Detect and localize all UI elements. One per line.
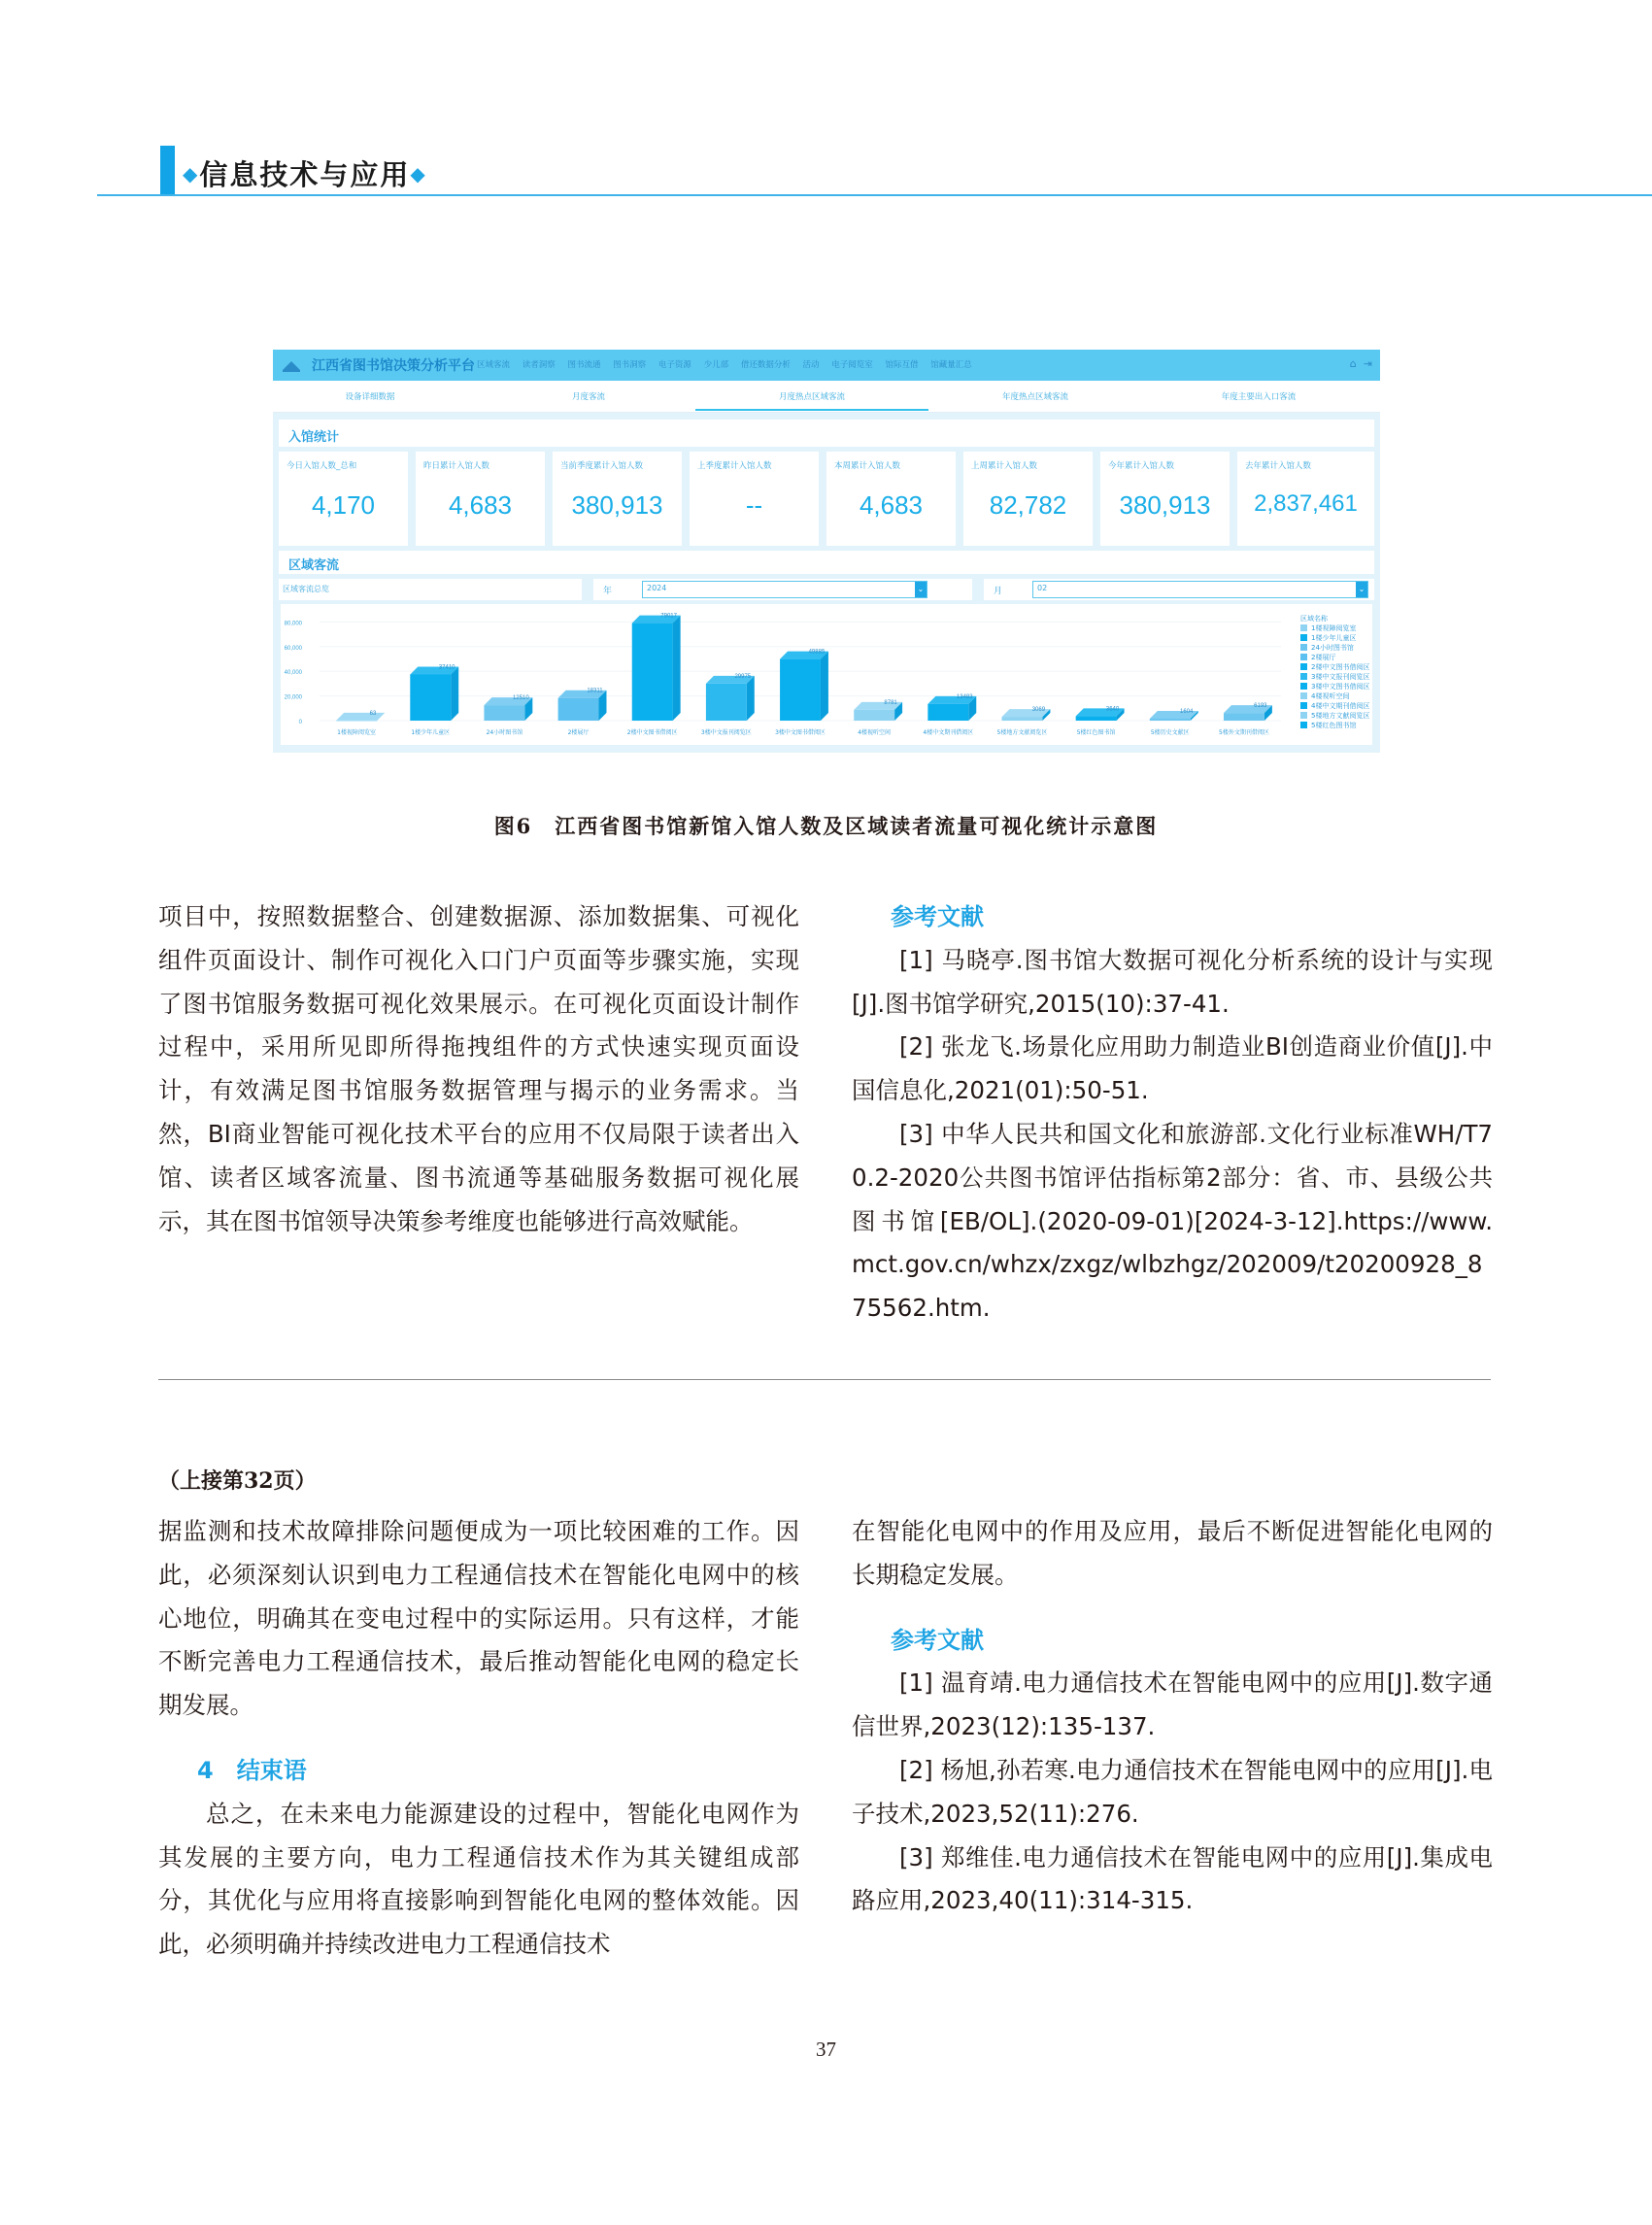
- stat-card: [279, 452, 408, 546]
- body-paragraph: 项目中，按照数据整合、创建数据源、添加数据集、可视化组件页面设计、制作可视化入口门户页面等步骤实施，实现了图书馆服务数据可视化效果展示。在可视化页面设计制作过程中，采用所见即所得拖拽组件的方式快速实现页面设计，有效满足图书馆服务数据管理与揭示的业务需求。当然，BI商业智能可视化技术平台的应用不仅局限于读者出入馆、读者区域客流量、图书流通等基础服务数据可视化展示，其在图书馆领导决策参考维度也能够进行高效赋能。: [158, 902, 799, 1235]
- legend-item[interactable]: [1300, 721, 1369, 730]
- spacer: [852, 1598, 1493, 1619]
- stat-label: 去年累计入馆人数: [1245, 461, 1312, 471]
- x-tick-label: 5楼红色图书馆: [1076, 729, 1116, 736]
- year-label: 年: [603, 587, 613, 596]
- stat-value: 4,683: [448, 490, 513, 520]
- legend-item[interactable]: [1300, 662, 1369, 672]
- month-filter-panel: [984, 579, 1374, 600]
- legend-swatch: [1300, 663, 1307, 670]
- reference-item: [3] 郑维佳.电力通信技术在智能电网中的应用[J].集成电路应用,2023,40(11):314-315.: [852, 1842, 1493, 1915]
- nav-item[interactable]: 电子资源: [657, 360, 691, 370]
- data-label: 37410: [438, 664, 455, 671]
- nav-item[interactable]: 馆际互借: [885, 360, 919, 370]
- data-label: 18311: [587, 688, 603, 694]
- bar-side: [673, 616, 681, 721]
- reference-item: [3] 中华人民共和国文化和旅游部.文化行业标准WH/T70.2-2020公共图书馆评估指标第2部分：省、市、县级公共图书馆[EB/OL].(2020-09-01)[2024-3-12].https://www.mct.gov.cn/whzx/zxgz/wlbzhgz/202009/t20200928_875562.htm.: [852, 1119, 1493, 1323]
- stat-label: 今日入馆人数_总和: [287, 461, 357, 471]
- x-tick-label: 1楼视障阅览室: [337, 729, 376, 736]
- x-tick-label: 5楼历史文献区: [1150, 729, 1190, 736]
- header-accent-bar: [160, 146, 175, 194]
- left-column-bottom: [158, 1510, 799, 1967]
- stat-card: [416, 452, 545, 546]
- right-column-bottom: [852, 1510, 1493, 1923]
- spacer: [158, 1728, 799, 1749]
- x-tick-label: 1楼少年儿童区: [411, 729, 451, 736]
- data-label: 79017: [660, 613, 677, 620]
- legend-swatch: [1300, 702, 1307, 709]
- legend-label: 24小时图书馆: [1311, 644, 1354, 652]
- legend-item[interactable]: [1300, 682, 1369, 691]
- stat-value: --: [745, 490, 763, 520]
- body-paragraph: 据监测和技术故障排除问题便成为一项比较困难的工作。因此，必须深刻认识到电力工程通信技术在智能化电网中的核心地位，明确其在变电过程中的实际运用。只有这样，才能不断完善电力工程通信技术，最后推动智能化电网的稳定长期发展。: [158, 1517, 799, 1720]
- legend-item[interactable]: [1300, 672, 1369, 682]
- data-label: 63: [369, 710, 377, 717]
- bar-side: [821, 652, 828, 721]
- y-tick-label: 0: [298, 720, 302, 725]
- bar: [1002, 717, 1043, 721]
- nav-item[interactable]: 区域客流: [477, 360, 511, 370]
- legend-item[interactable]: [1300, 624, 1369, 633]
- filter-title: 区域客流总览: [283, 585, 329, 593]
- logout-icon[interactable]: ⇥: [1363, 357, 1372, 370]
- y-tick-label: 60,000: [284, 645, 302, 652]
- stat-card: [553, 452, 682, 546]
- stat-card: [1237, 452, 1374, 546]
- tab-yearly-hot-area[interactable]: 年度热点区域客流: [1001, 392, 1068, 402]
- section-title-text: 信息技术与应用: [199, 158, 411, 191]
- diamond-icon: ◆: [410, 162, 427, 185]
- entry-stats-header: [279, 420, 1374, 447]
- legend-item[interactable]: [1300, 633, 1369, 643]
- library-logo-icon: [281, 358, 302, 372]
- legend-label: 4楼视听空间: [1311, 692, 1350, 700]
- legend-swatch: [1300, 692, 1307, 699]
- bar: [336, 721, 377, 722]
- references-heading: 参考文献: [891, 1626, 984, 1654]
- entry-stats-title: 入馆统计: [288, 430, 340, 445]
- stat-value: 4,170: [311, 490, 376, 520]
- stat-label: 上周累计入馆人数: [971, 461, 1038, 471]
- main-nav: [477, 358, 982, 370]
- data-label: 8781: [884, 699, 897, 706]
- reference-item: [1] 马晓亭.图书馆大数据可视化分析系统的设计与实现[J].图书馆学研究,2015(10):37-41.: [852, 945, 1493, 1018]
- legend-swatch: [1300, 644, 1307, 651]
- nav-item[interactable]: 活动: [802, 360, 820, 370]
- section-title: [183, 153, 427, 193]
- data-label: 6193: [1254, 703, 1267, 710]
- sub-tabs: [273, 381, 1380, 413]
- reference-item: [2] 杨旭,孙若寒.电力通信技术在智能电网中的应用[J].电子技术,2023,52(11):276.: [852, 1755, 1493, 1828]
- bar: [1076, 716, 1117, 721]
- nav-item[interactable]: 借还数据分析: [740, 360, 791, 370]
- year-select-value: 2024: [647, 584, 667, 592]
- chevron-down-icon[interactable]: ⌄: [915, 582, 927, 597]
- x-tick-label: 24小时图书馆: [486, 729, 523, 736]
- stat-value: 82,782: [989, 490, 1067, 520]
- legend-label: 4楼中文期刊借阅区: [1311, 702, 1370, 710]
- y-tick-label: 40,000: [284, 670, 302, 677]
- stat-label: 今年累计入馆人数: [1108, 461, 1175, 471]
- legend-label: 1楼少年儿童区: [1311, 634, 1357, 642]
- app-topbar: [273, 350, 1380, 381]
- year-select[interactable]: [642, 581, 927, 598]
- figure-caption: 图6 江西省图书馆新馆入馆人数及区域读者流量可视化统计示意图: [493, 814, 1159, 838]
- stat-value: 380,913: [571, 490, 663, 520]
- data-label: 1604: [1180, 708, 1194, 715]
- legend-label: 3楼中文报刊阅览区: [1311, 673, 1370, 681]
- legend-item[interactable]: [1300, 691, 1369, 701]
- stat-card: [690, 452, 819, 546]
- legend-swatch: [1300, 624, 1307, 631]
- right-column-top: [852, 895, 1493, 1331]
- stat-card: [826, 452, 956, 546]
- section-divider: [158, 1379, 1491, 1380]
- month-select-value: 02: [1037, 584, 1048, 592]
- legend-swatch: [1300, 683, 1307, 690]
- x-tick-label: 4楼中文期刊借阅区: [923, 729, 974, 736]
- bar: [484, 705, 524, 721]
- stat-label: 上季度累计入馆人数: [697, 461, 772, 471]
- stat-value: 380,913: [1119, 490, 1211, 520]
- x-tick-label: 5楼外文期刊借阅区: [1219, 729, 1269, 736]
- home-icon[interactable]: ⌂: [1349, 357, 1357, 370]
- x-tick-label: 2楼展厅: [567, 729, 590, 736]
- filter-title-panel: [279, 579, 582, 600]
- app-title: 江西省图书馆决策分析平台: [312, 358, 475, 374]
- bar-side: [747, 676, 755, 721]
- stat-label: 昨日累计入馆人数: [423, 461, 490, 471]
- y-tick-label: 80,000: [284, 621, 302, 627]
- running-header: [0, 0, 1652, 199]
- tab-yearly-entrance[interactable]: 年度主要出入口客流: [1221, 392, 1297, 402]
- legend-label: 2楼中文图书借阅区: [1311, 663, 1370, 671]
- region-flow-title: 区域客流: [288, 558, 340, 573]
- data-label: 29975: [734, 673, 752, 680]
- bar-side: [451, 666, 458, 721]
- bar: [1150, 719, 1191, 721]
- nav-item[interactable]: 电子阅览室: [831, 360, 873, 370]
- dashboard-figure: [273, 350, 1380, 753]
- nav-item[interactable]: 馆藏量汇总: [930, 360, 972, 370]
- diamond-icon: ◆: [183, 162, 200, 185]
- nav-item[interactable]: 图书流通: [567, 360, 601, 370]
- legend-item[interactable]: [1300, 643, 1369, 653]
- legend-swatch: [1300, 722, 1307, 728]
- bar: [410, 674, 451, 721]
- stat-label: 当前季度累计入馆人数: [560, 461, 644, 471]
- references-heading: 参考文献: [891, 903, 984, 930]
- left-column-top: [158, 895, 799, 1243]
- data-label: 3640: [1105, 706, 1120, 713]
- x-tick-label: 3楼中文报刊阅览区: [700, 729, 752, 736]
- legend-swatch: [1300, 634, 1307, 641]
- nav-item[interactable]: 少儿部: [703, 360, 729, 370]
- stat-label: 本周累计入馆人数: [834, 461, 901, 471]
- legend-item[interactable]: [1300, 711, 1369, 721]
- legend-swatch: [1300, 654, 1307, 660]
- bar: [632, 624, 673, 721]
- body-paragraph: 总之，在未来电力能源建设的过程中，智能化电网作为其发展的主要方向，电力工程通信技术作为其关键组成部分，其优化与应用将直接影响到智能化电网的整体效能。因此，必须明确并持续改进电力工程通信技术: [158, 1799, 799, 1959]
- stat-card: [963, 452, 1093, 546]
- region-flow-chart: [281, 604, 1372, 745]
- stat-card: [1100, 452, 1230, 546]
- legend-label: 5楼地方文献阅览区: [1311, 712, 1370, 720]
- data-label: 13483: [956, 693, 973, 700]
- legend-item[interactable]: [1300, 653, 1369, 662]
- bar: [854, 710, 894, 721]
- month-select[interactable]: [1032, 581, 1368, 598]
- reference-item: [1] 温育靖.电力通信技术在智能电网中的应用[J].数字通信世界,2023(12):135-137.: [852, 1669, 1493, 1741]
- chevron-down-icon[interactable]: ⌄: [1356, 582, 1367, 597]
- bar: [706, 684, 747, 721]
- nav-item[interactable]: 读者洞察: [522, 360, 556, 370]
- stat-value: 2,837,461: [1254, 490, 1358, 517]
- legend-label: 1楼视障阅览室: [1311, 624, 1357, 632]
- bar-top: [336, 710, 385, 721]
- top-icons: [1350, 357, 1372, 370]
- bar-chart-svg: [281, 604, 1291, 745]
- stat-value: 4,683: [859, 490, 924, 520]
- region-flow-header: [279, 551, 1374, 574]
- legend-label: 3楼中文图书借阅区: [1311, 683, 1370, 691]
- data-label: 49885: [808, 649, 826, 656]
- tab-monthly-hot-area[interactable]: 月度热点区域客流: [715, 390, 909, 402]
- legend-item[interactable]: [1300, 701, 1369, 711]
- header-rule: [97, 194, 1652, 196]
- nav-item[interactable]: 图书洞察: [613, 360, 647, 370]
- data-label: 12510: [512, 695, 529, 702]
- continued-note: （上接第32页）: [158, 1468, 317, 1494]
- reference-item: [2] 张龙飞.场景化应用助力制造业BI创造商业价值[J].中国信息化,2021(01):50-51.: [852, 1032, 1493, 1105]
- x-tick-label: 5楼地方文献阅览区: [996, 729, 1048, 736]
- bar: [558, 698, 599, 721]
- month-label: 月: [994, 587, 1003, 596]
- legend-label: 2楼展厅: [1311, 654, 1336, 661]
- y-tick-label: 20,000: [284, 694, 302, 701]
- legend-swatch: [1300, 712, 1307, 719]
- tab-monthly-flow[interactable]: 月度客流: [571, 392, 605, 402]
- page-number: 37: [816, 2038, 836, 2061]
- x-tick-label: 4楼视听空间: [858, 729, 892, 736]
- x-tick-label: 3楼中文图书借阅区: [775, 729, 826, 736]
- legend-title: 区域名称: [1300, 615, 1328, 623]
- legend-swatch: [1300, 673, 1307, 680]
- x-tick-label: 2楼中文图书借阅区: [626, 729, 678, 736]
- chart-legend: [1300, 614, 1369, 730]
- bar: [1224, 713, 1264, 721]
- bar: [780, 659, 821, 721]
- bar: [927, 704, 968, 721]
- body-paragraph: 在智能化电网中的作用及应用，最后不断促进智能化电网的长期稳定发展。: [852, 1517, 1493, 1589]
- section-heading: 4 结束语: [197, 1756, 307, 1784]
- year-filter-panel: [593, 579, 972, 600]
- data-label: 3069: [1031, 707, 1046, 714]
- legend-label: 5楼红色图书馆: [1311, 722, 1357, 729]
- tab-device-data[interactable]: 设备详细数据: [345, 392, 395, 402]
